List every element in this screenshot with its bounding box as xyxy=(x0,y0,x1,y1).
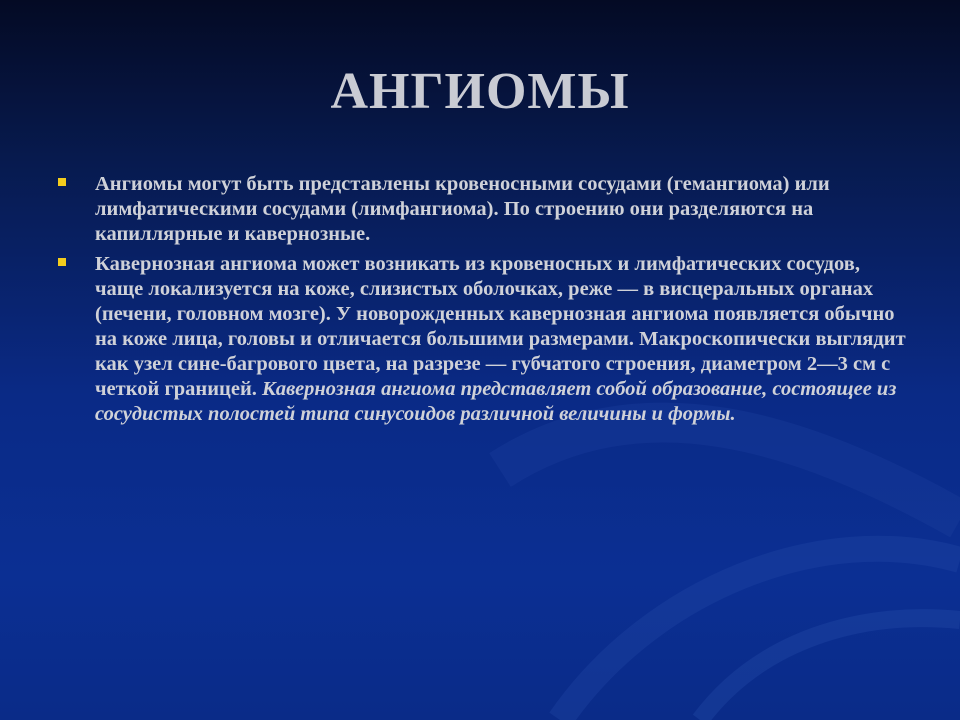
square-bullet-icon xyxy=(58,258,66,266)
bullet-text: Кавернозная ангиома может возникать из кровеносных и лимфатических сосудов, чаще локализуется на коже, слизистых оболочках, реже — в висцеральных органах (печени, головном мозге). У новорожденных кавернозная ангиома появляется обычно на коже лица, головы и отличается большими размерами. Макроскопически выглядит как узел сине-багрового цвета, на разрезе — губчатого строения, диаметром 2—3 см с четкой границей. xyxy=(95,253,906,400)
bullet-list xyxy=(58,172,908,432)
bullet-item xyxy=(58,252,908,427)
slide-title: АНГИОМЫ xyxy=(330,63,630,120)
square-bullet-icon xyxy=(58,178,66,186)
bullet-item xyxy=(58,172,908,247)
bullet-text: Ангиомы могут быть представлены кровеносными сосудами (гемангиома) или лимфатическими сосудами (лимфангиома). По строению они разделяются на капиллярные и кавернозные. xyxy=(95,173,830,245)
bullet-italic-text: Кавернозная ангиома представляет собой образование, состоящее из сосудистых полостей типа синусоидов различной величины и формы. xyxy=(95,378,897,425)
